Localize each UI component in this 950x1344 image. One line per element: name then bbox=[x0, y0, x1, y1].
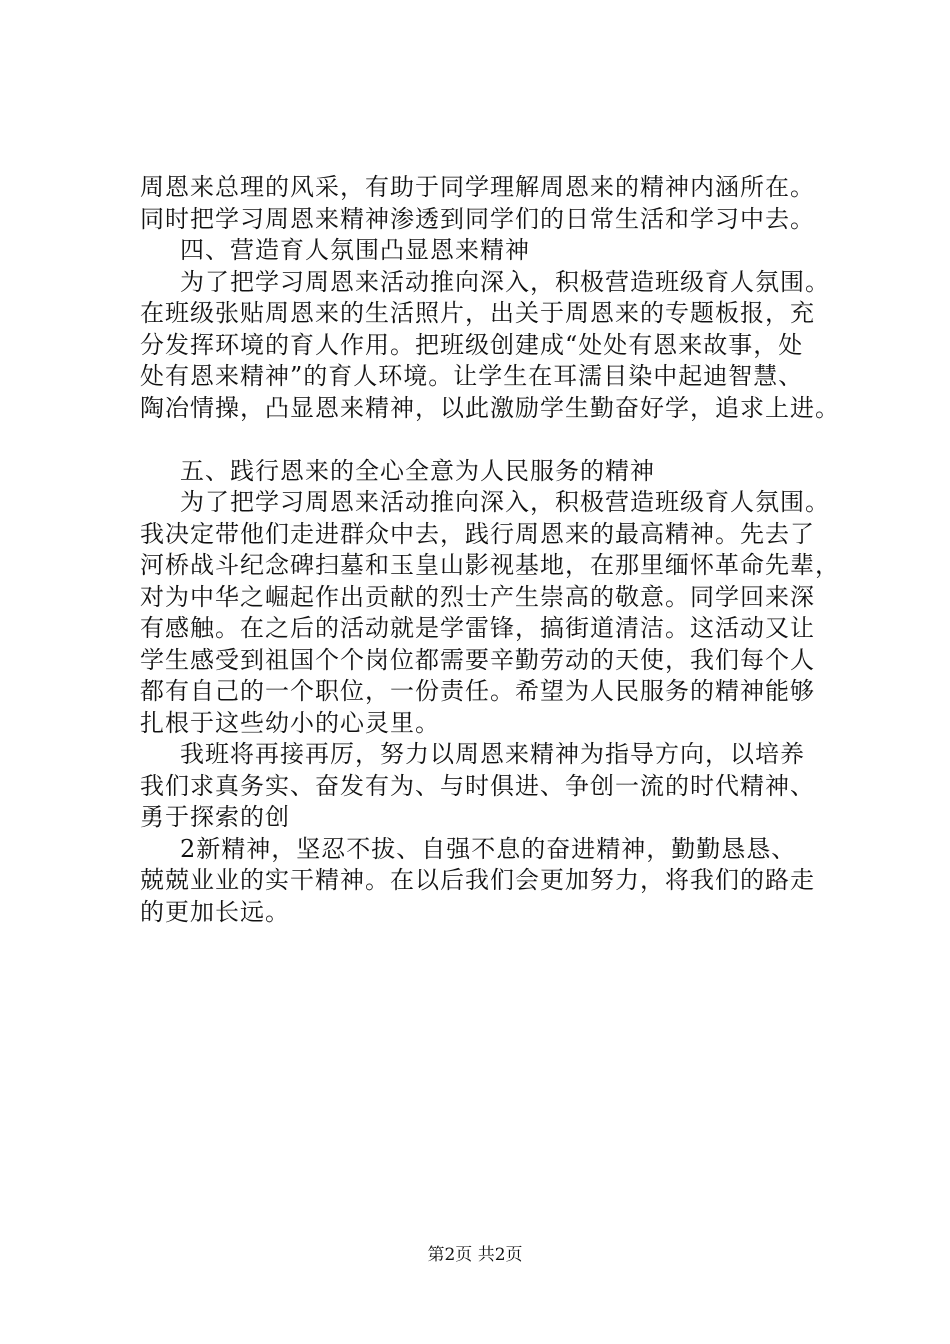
text-line: 兢兢业业的实干精神。在以后我们会更加努力，将我们的路走 bbox=[140, 866, 815, 894]
text-line: 分发挥环境的育人作用。把班级创建成“处处有恩来故事，处 bbox=[140, 330, 804, 359]
section-heading-5: 五、践行恩来的全心全意为人民服务的精神 bbox=[180, 456, 655, 485]
text-line: 的更加长远。 bbox=[140, 897, 290, 926]
text-line: 勇于探索的创 bbox=[140, 803, 290, 831]
text-line: 2新精神，坚忍不拔、自强不息的奋进精神，勤勤恳恳、 bbox=[180, 834, 797, 863]
text-line: 陶冶情操，凸显恩来精神，以此激励学生勤奋好学，追求上进。 bbox=[140, 393, 840, 422]
text-line: 处有恩来精神”的育人环境。让学生在耳濡目染中起迪智慧、 bbox=[140, 362, 804, 390]
page-number-label: 第2页 共2页 bbox=[427, 1245, 523, 1265]
text-line: 学生感受到祖国个个岗位都需要辛勤劳动的天使，我们每个人 bbox=[140, 645, 815, 674]
text-line: 我决定带他们走进群众中去，践行周恩来的最高精神。先去了 bbox=[140, 519, 815, 548]
text-line: 河桥战斗纪念碑扫墓和玉皇山影视基地，在那里缅怀革命先辈， bbox=[140, 551, 840, 579]
document-body bbox=[140, 172, 840, 928]
text-line: 为了把学习周恩来活动推向深入，积极营造班级育人氛围。 bbox=[180, 267, 830, 296]
text-line: 在班级张贴周恩来的生活照片，出关于周恩来的专题板报，充 bbox=[140, 299, 815, 327]
text-line: 为了把学习周恩来活动推向深入，积极营造班级育人氛围。 bbox=[180, 488, 830, 516]
page-footer bbox=[0, 1240, 950, 1265]
text-line: 扎根于这些幼小的心灵里。 bbox=[140, 708, 440, 737]
text-line: 有感触。在之后的活动就是学雷锋，搞街道清洁。这活动又让 bbox=[140, 614, 815, 642]
text-line: 我们求真务实、奋发有为、与时俱进、争创一流的时代精神、 bbox=[140, 771, 815, 800]
paragraph-gap bbox=[140, 424, 840, 456]
text-line: 都有自己的一个职位，一份责任。希望为人民服务的精神能够 bbox=[140, 677, 815, 705]
text-line: 对为中华之崛起作出贡献的烈士产生崇高的敬意。同学回来深 bbox=[140, 582, 815, 611]
section-heading-4: 四、营造育人氛围凸显恩来精神 bbox=[180, 236, 530, 264]
text-line: 同时把学习周恩来精神渗透到同学们的日常生活和学习中去。 bbox=[140, 204, 815, 233]
text-line: 周恩来总理的风采，有助于同学理解周恩来的精神内涵所在。 bbox=[140, 173, 815, 201]
text-line: 我班将再接再厉，努力以周恩来精神为指导方向，以培养 bbox=[180, 740, 805, 768]
